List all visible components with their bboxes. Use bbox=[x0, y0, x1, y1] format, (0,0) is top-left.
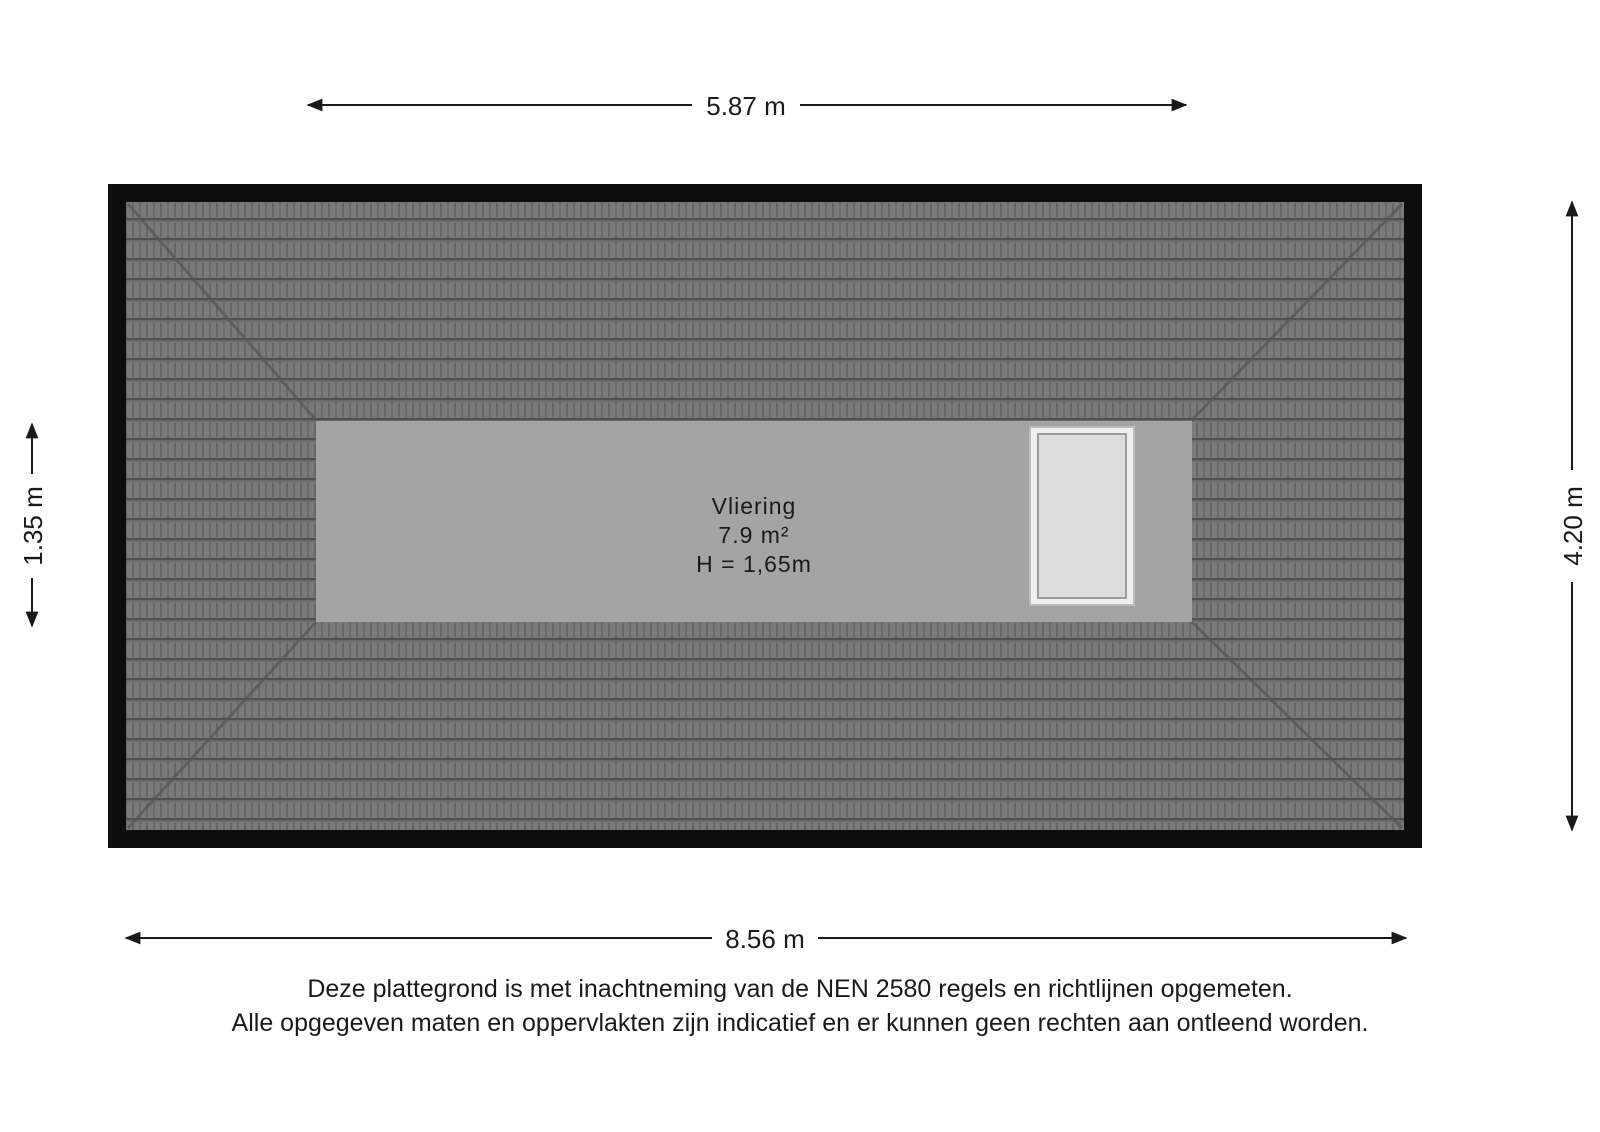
dimension-left-label: 1.35 m bbox=[18, 486, 48, 566]
dimension-right-label: 4.20 m bbox=[1558, 486, 1588, 566]
room-area: 7.9 m² bbox=[718, 522, 790, 548]
dimension-top-label: 5.87 m bbox=[706, 91, 786, 121]
skylight bbox=[1030, 427, 1134, 605]
room-height: H = 1,65m bbox=[696, 551, 812, 577]
dimension-bottom bbox=[126, 924, 1406, 954]
disclaimer-line-1: Deze plattegrond is met inachtneming van de NEN 2580 regels en richtlijnen opgemeten. bbox=[307, 975, 1293, 1003]
dimension-top bbox=[308, 91, 1186, 121]
dimension-bottom-label: 8.56 m bbox=[725, 924, 805, 954]
disclaimer-line-2: Alle opgegeven maten en oppervlakten zijn indicatief en er kunnen geen rechten aan ontleend worden. bbox=[231, 1009, 1369, 1037]
room-name: Vliering bbox=[711, 493, 797, 519]
dimension-right bbox=[1558, 202, 1588, 830]
dimension-left bbox=[18, 424, 48, 626]
